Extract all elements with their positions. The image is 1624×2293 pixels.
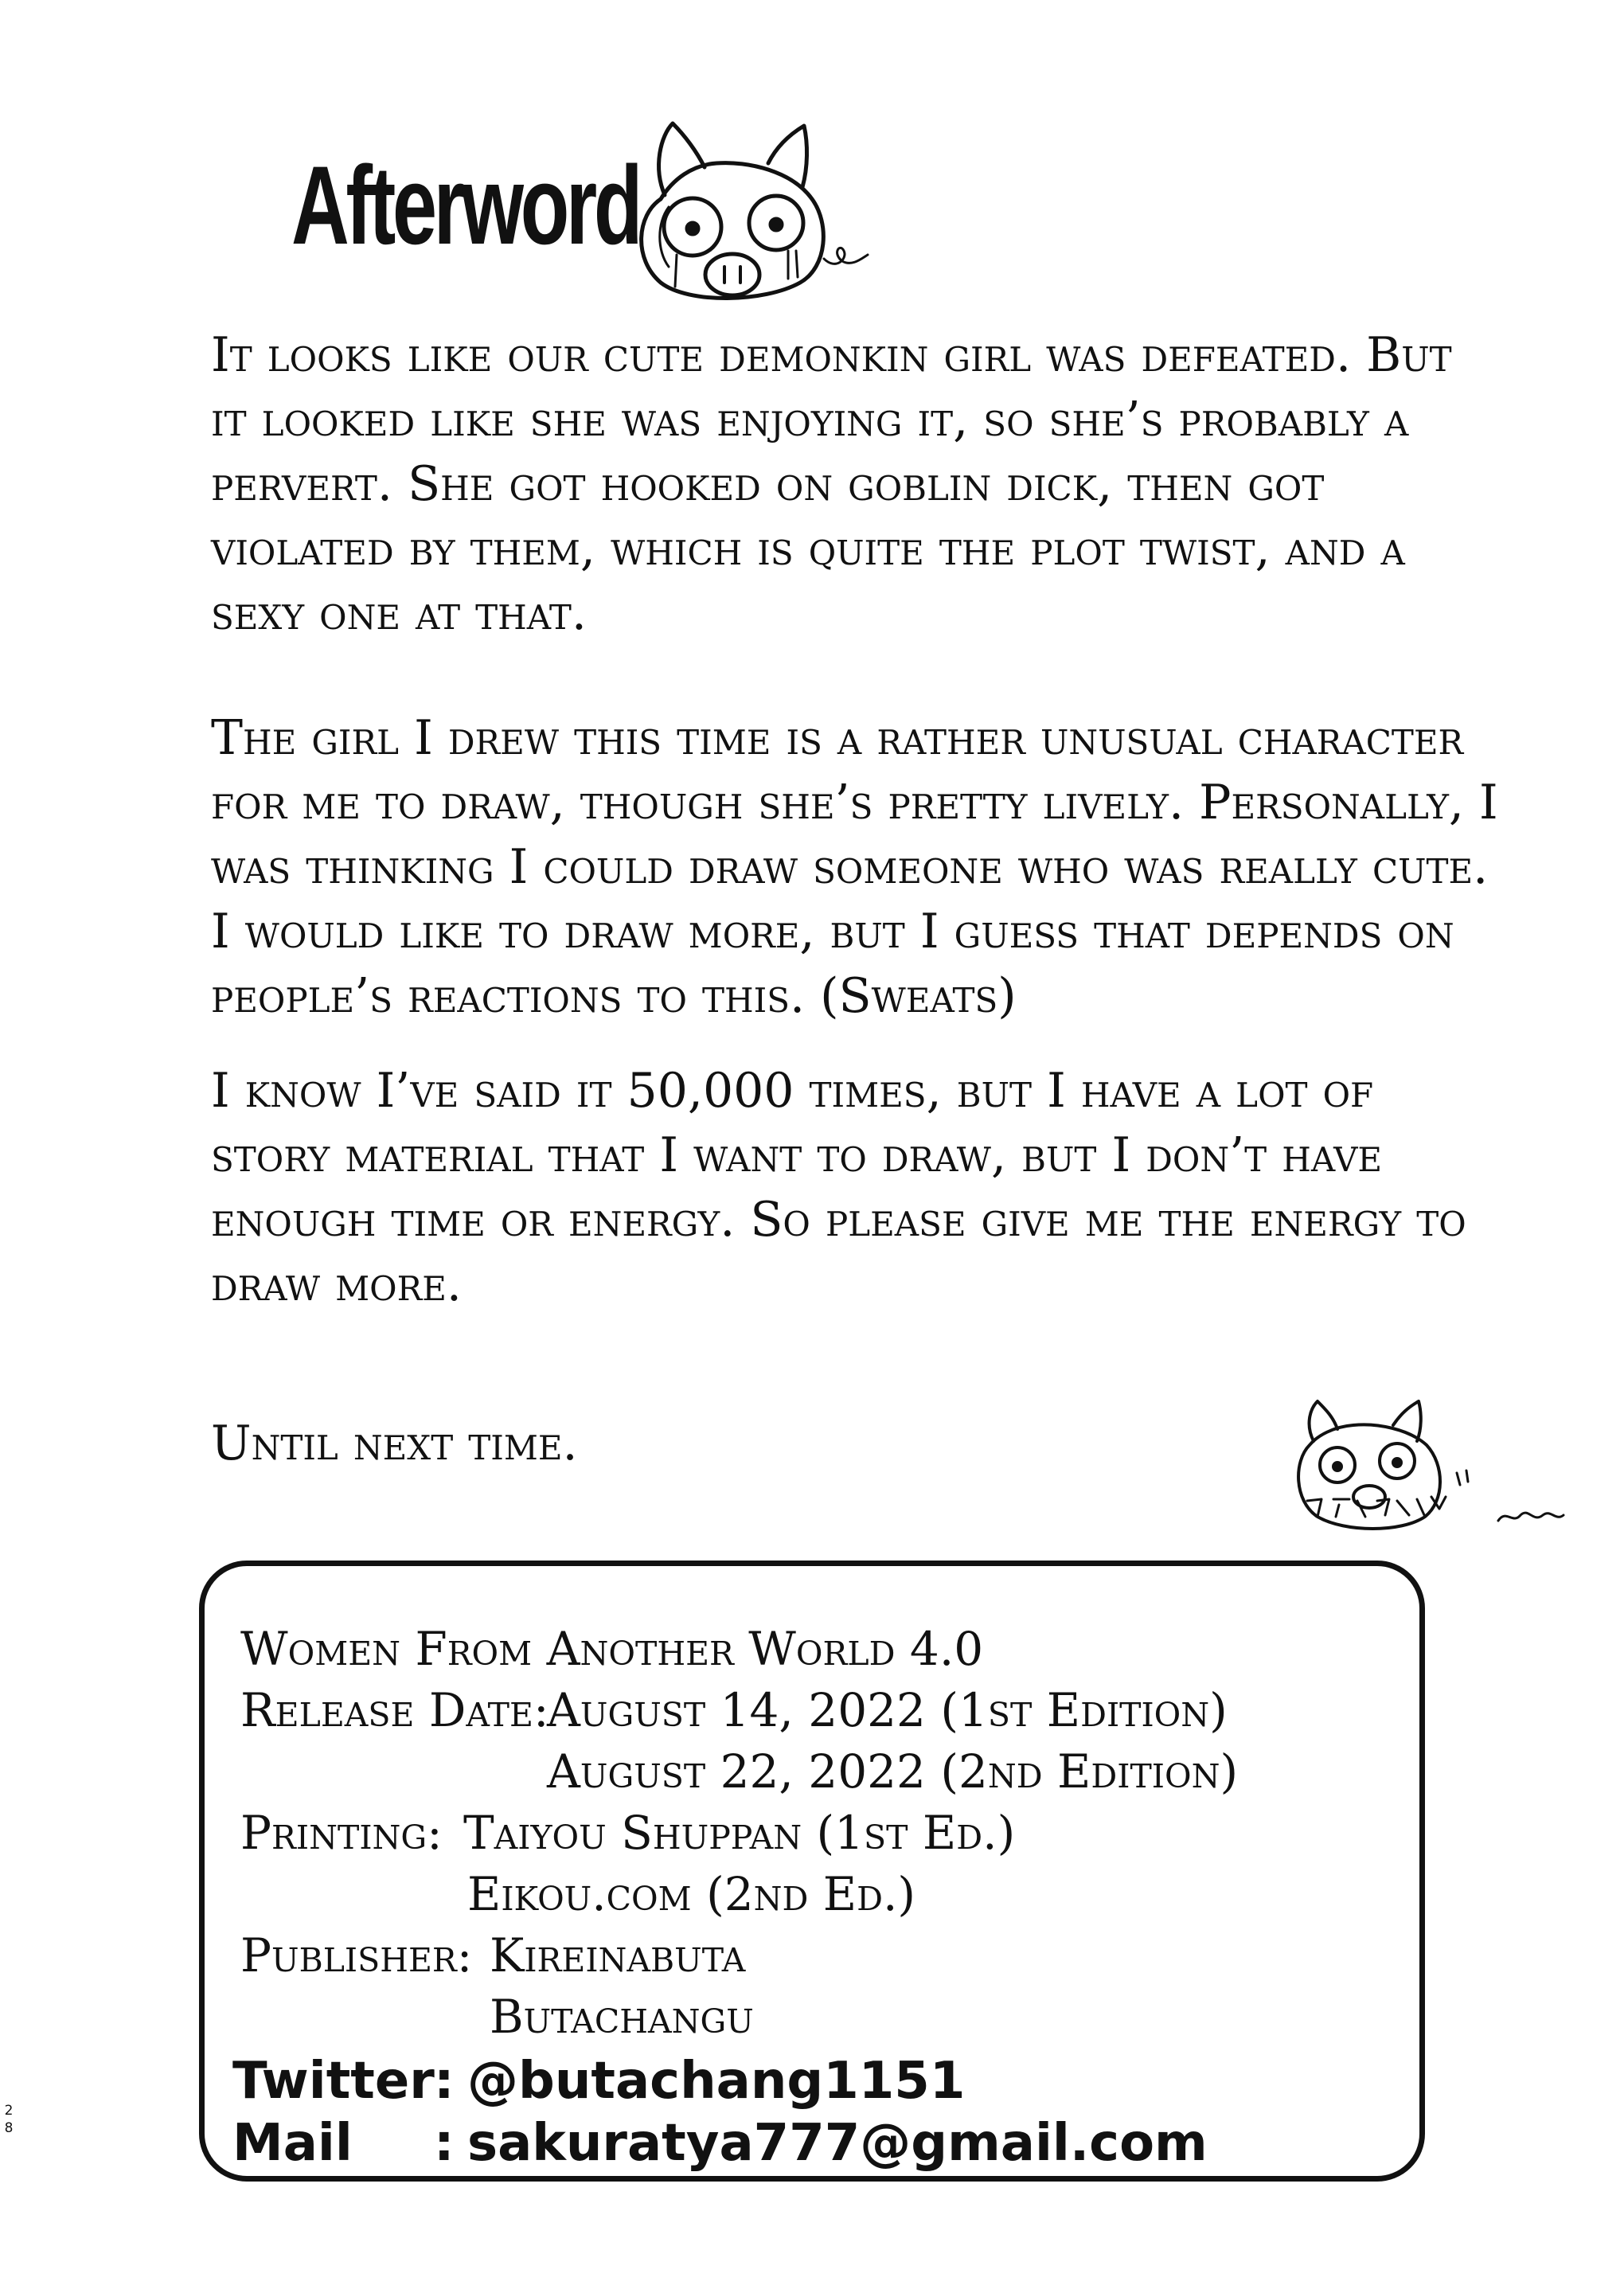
paragraph: It looks like our cute demonkin girl was defeated. But it looked like she was enjoying it, so she’s probably a pervert. She got hooked on goblin dick, then got violated by them, which is quite the plot twist, and a sexy one at that. bbox=[211, 327, 1452, 641]
mail-separator: : bbox=[434, 2114, 455, 2173]
publisher-2: Butachangu bbox=[490, 1990, 754, 2044]
release-label: Release Date: bbox=[240, 1683, 549, 1737]
pig-head-icon bbox=[629, 119, 900, 303]
paragraph: I know I’ve said it 50,000 times, but I have a lot of story material that I want to draw, but I don’t have enough time or energy. So please give me the energy to draw more. bbox=[211, 1063, 1466, 1312]
release-date-1: August 14, 2022 (1st Edition) bbox=[547, 1683, 1228, 1737]
twitter-separator: : bbox=[434, 2052, 455, 2111]
printing-1: Taiyou Shuppan (1st Ed.) bbox=[463, 1806, 1016, 1860]
twitter-handle: @butachang1151 bbox=[467, 2052, 966, 2111]
pig-signature-icon bbox=[1290, 1397, 1616, 1557]
publisher-1: Kireinabuta bbox=[490, 1928, 746, 1982]
page-title: Afterword bbox=[291, 143, 640, 268]
mail-address: sakuratya777@gmail.com bbox=[467, 2114, 1208, 2173]
paragraph: The girl I drew this time is a rather unusual character for me to draw, though she’s pretty lively. Personally, I was thinking I could draw someone who was really cute. I would like to draw more, but I guess that depends on people’s reactions to this. (Sweats) bbox=[211, 710, 1498, 1024]
page-number: 28 bbox=[4, 2103, 14, 2136]
mail-label: Mail bbox=[232, 2114, 353, 2173]
twitter-label: Twitter bbox=[232, 2052, 435, 2111]
printing-2: Eikou.com (2nd Ed.) bbox=[467, 1867, 916, 1921]
colophon-box bbox=[199, 1561, 1425, 2182]
publisher-label: Publisher: bbox=[240, 1928, 473, 1982]
release-date-2: August 22, 2022 (2nd Edition) bbox=[547, 1744, 1239, 1799]
closing-line: Until next time. bbox=[211, 1416, 578, 1471]
book-title: Women From Another World 4.0 bbox=[240, 1622, 984, 1676]
printing-label: Printing: bbox=[240, 1806, 443, 1860]
